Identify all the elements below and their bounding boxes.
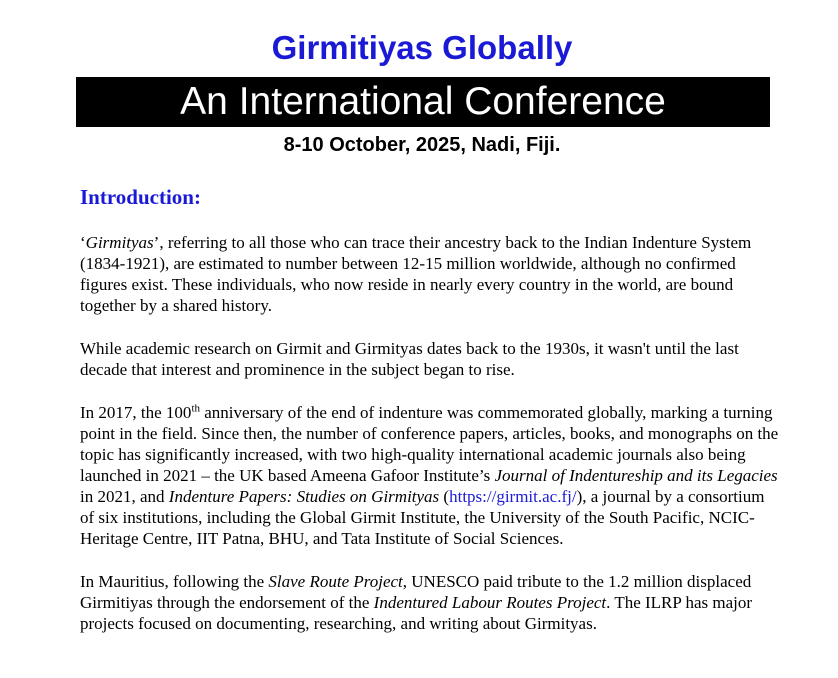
introduction-heading: Introduction:	[80, 185, 201, 209]
paragraph-text: In 2017, the 100	[80, 403, 192, 422]
introduction-body	[80, 232, 780, 656]
girmit-website-link[interactable]: https://girmit.ac.fj/	[449, 487, 577, 506]
journal-title-indenture-papers: Indenture Papers: Studies on Girmityas	[168, 487, 440, 506]
ordinal-suffix: th	[191, 402, 200, 415]
paragraph-text: . The ILRP has major projects focused on documenting, researching, and writing about Girmityas.	[80, 593, 753, 633]
paragraph-text: ), a journal by a consortium of six institutions, including the Global Girmit Institute, the University of the South Pacific, NCIC-Heritage Centre, IIT Patna, BHU, and Tata Institute of Social Sciences.	[80, 487, 765, 548]
open-quote: ‘	[80, 233, 86, 252]
paragraph-text: ’, referring to all those who can trace their ancestry back to the Indian Indenture System (1834-1921), are estimated to number between 12-15 million worldwide, although no confirmed figures exist. These individuals, who now reside in nearly every country in the world, are bound together by a shared history.	[80, 233, 752, 315]
paragraph-research: While academic research on Girmit and Girmityas dates back to the 1930s, it wasn't until the last decade that interest and prominence in the subject began to rise.	[80, 339, 739, 379]
conference-dates: 8-10 October, 2025, Nadi, Fiji.	[283, 134, 561, 156]
term-girmityas: Girmityas	[85, 233, 154, 252]
paragraph-text: in 2021, and	[80, 487, 169, 506]
paragraph-text: (	[439, 487, 450, 506]
paragraph-mauritius	[80, 571, 780, 634]
paragraph-2017	[80, 402, 780, 549]
project-indentured-labour-routes: Indentured Labour Routes Project	[373, 593, 607, 612]
paragraph-text: , UNESCO paid tribute to the 1.2 million displaced Girmitiyas through the endorsement of the	[80, 572, 752, 612]
journal-title-indentureship: Journal of Indentureship and its Legacies	[494, 466, 778, 485]
conference-banner: An International Conference	[76, 77, 770, 127]
conference-title: Girmitiyas Globally	[271, 29, 573, 66]
project-slave-route: Slave Route Project	[268, 572, 403, 591]
paragraph-text: anniversary of the end of indenture was commemorated globally, marking a turning point in the field. Since then, the number of conference papers, articles, books, and monographs on the topic has significantly increased, with two high-quality international academic journals also being launched in 2021 – the UK based Ameena Gafoor Institute’s	[80, 403, 779, 485]
paragraph-text: In Mauritius, following the	[80, 572, 269, 591]
paragraph-girmityas	[80, 232, 780, 316]
